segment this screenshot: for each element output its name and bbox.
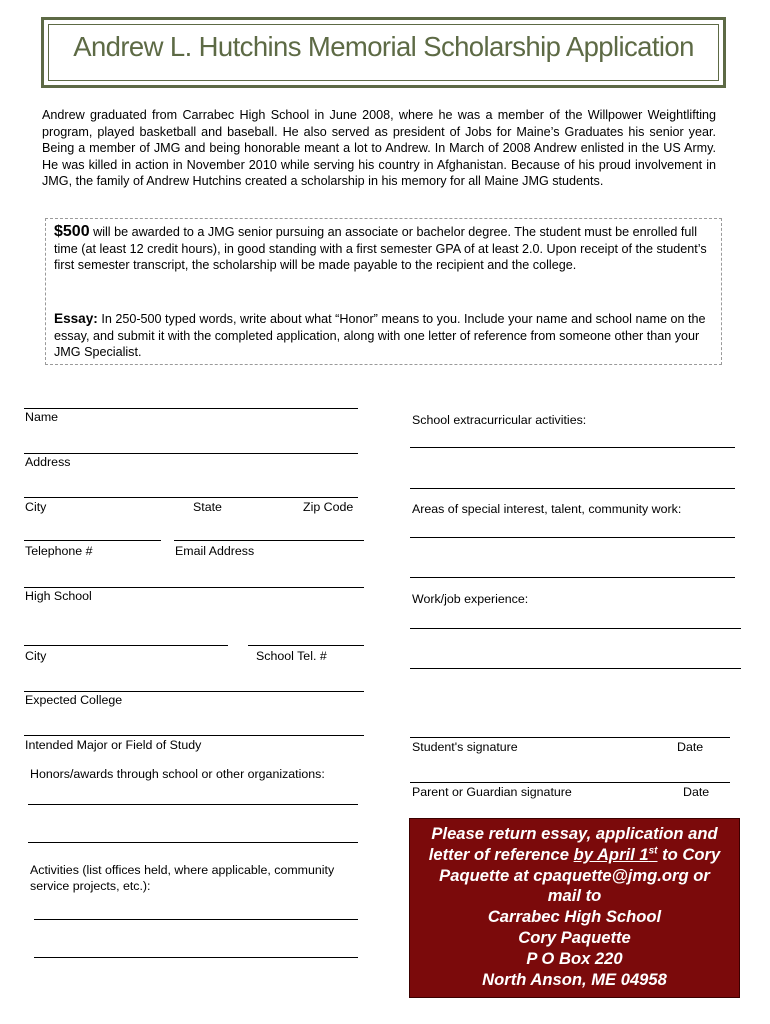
- expected-college-field-line[interactable]: [24, 691, 364, 692]
- email-field-line[interactable]: [174, 540, 364, 541]
- student-signature-label: Student's signature: [412, 740, 518, 754]
- return-line-2-suffix: to Cory: [657, 844, 721, 864]
- essay-paragraph: [54, 311, 709, 361]
- extracurricular-line-1[interactable]: [410, 447, 735, 448]
- high-school-label: High School: [25, 589, 92, 603]
- honors-label: Honors/awards through school or other organizations:: [30, 767, 325, 781]
- return-city: North Anson, ME 04958: [482, 969, 667, 989]
- return-contact: Cory Paquette: [518, 927, 631, 947]
- special-interest-line-2[interactable]: [410, 577, 735, 578]
- extracurricular-label: School extracurricular activities:: [412, 413, 587, 427]
- name-field-line[interactable]: [24, 408, 358, 409]
- award-amount: $500: [54, 223, 90, 240]
- return-line-3: Paquette at cpaquette@jmg.org or: [439, 865, 710, 885]
- activities-line-2[interactable]: [34, 957, 358, 958]
- school-city-field-line[interactable]: [24, 645, 228, 646]
- address-label: Address: [25, 455, 71, 469]
- return-line-2-prefix: letter of reference: [428, 844, 574, 864]
- telephone-field-line[interactable]: [24, 540, 161, 541]
- parent-date-label: Date: [683, 785, 710, 799]
- parent-signature-line[interactable]: [410, 782, 730, 783]
- essay-label: Essay:: [54, 311, 98, 326]
- school-tel-field-line[interactable]: [248, 645, 364, 646]
- return-po-box: P O Box 220: [526, 948, 623, 968]
- work-experience-label: Work/job experience:: [412, 592, 529, 606]
- special-interest-line-1[interactable]: [410, 537, 735, 538]
- school-city-label: City: [25, 649, 47, 663]
- intro-paragraph: Andrew graduated from Carrabec High School in June 2008, where he was a member of the Willpower Weightlifting program, played basketball and baseball. He also served as president of Jobs for Maine’s Graduates his senior year. Being a member of JMG and being honorable meant a lot to Andrew. In March of 2008 Andrew enlisted in the US Army. He was killed in action in November 2010 while serving his country in Afghanistan. Because of his proud involvement in JMG, the family of Andrew Hutchins created a scholarship in his memory for all Maine JMG students.: [42, 108, 716, 189]
- name-label: Name: [25, 410, 59, 424]
- award-paragraph: [54, 224, 709, 274]
- address-field-line[interactable]: [24, 453, 358, 454]
- high-school-field-line[interactable]: [24, 587, 364, 588]
- award-text: will be awarded to a JMG senior pursuing an associate or bachelor degree. The student must be enrolled full time (at least 12 credit hours), in good standing with a first semester GPA of at least 2.0. Upon receipt of the student’s first semester transcript, the scholarship will be made payable to the recipient and the college.: [54, 225, 707, 273]
- major-field-line[interactable]: [24, 735, 364, 736]
- honors-line-1[interactable]: [28, 804, 358, 805]
- zip-code-label: Zip Code: [303, 500, 354, 514]
- return-school: Carrabec High School: [487, 907, 662, 927]
- state-label: State: [193, 500, 222, 514]
- student-signature-line[interactable]: [410, 737, 730, 738]
- return-line-4: mail to: [547, 886, 602, 906]
- expected-college-label: Expected College: [25, 693, 123, 707]
- email-label: Email Address: [175, 544, 255, 558]
- essay-text: In 250-500 typed words, write about what “Honor” means to you. Include your name and school name on the essay, and submit it with the completed application, along with one letter of reference from someone other than your JMG Specialist.: [54, 312, 706, 360]
- work-experience-line-2[interactable]: [410, 668, 741, 669]
- return-line-2: [410, 845, 739, 866]
- special-interest-label: Areas of special interest, talent, community work:: [412, 502, 682, 516]
- extracurricular-line-2[interactable]: [410, 488, 735, 489]
- deadline-date: by April 1: [573, 844, 649, 864]
- school-tel-label: School Tel. #: [256, 649, 327, 663]
- scholarship-info-box: [45, 218, 722, 365]
- activities-line-1[interactable]: [34, 919, 358, 920]
- return-instructions-box: [409, 818, 740, 998]
- telephone-label: Telephone #: [25, 544, 93, 558]
- deadline-superscript: st: [648, 845, 658, 857]
- work-experience-line-1[interactable]: [410, 628, 741, 629]
- city-state-zip-field-line[interactable]: [24, 497, 358, 498]
- parent-signature-label: Parent or Guardian signature: [412, 785, 572, 799]
- title-frame: [41, 17, 726, 88]
- honors-line-2[interactable]: [28, 842, 358, 843]
- city-label: City: [25, 500, 47, 514]
- activities-label: Activities (list offices held, where applicable, community service projects, etc.):: [30, 863, 335, 893]
- page-title: Andrew L. Hutchins Memorial Scholarship Application: [73, 31, 694, 62]
- deadline-text: [574, 845, 658, 864]
- major-label: Intended Major or Field of Study: [25, 738, 202, 752]
- student-date-label: Date: [677, 740, 704, 754]
- return-line-1: Please return essay, application and: [431, 824, 718, 843]
